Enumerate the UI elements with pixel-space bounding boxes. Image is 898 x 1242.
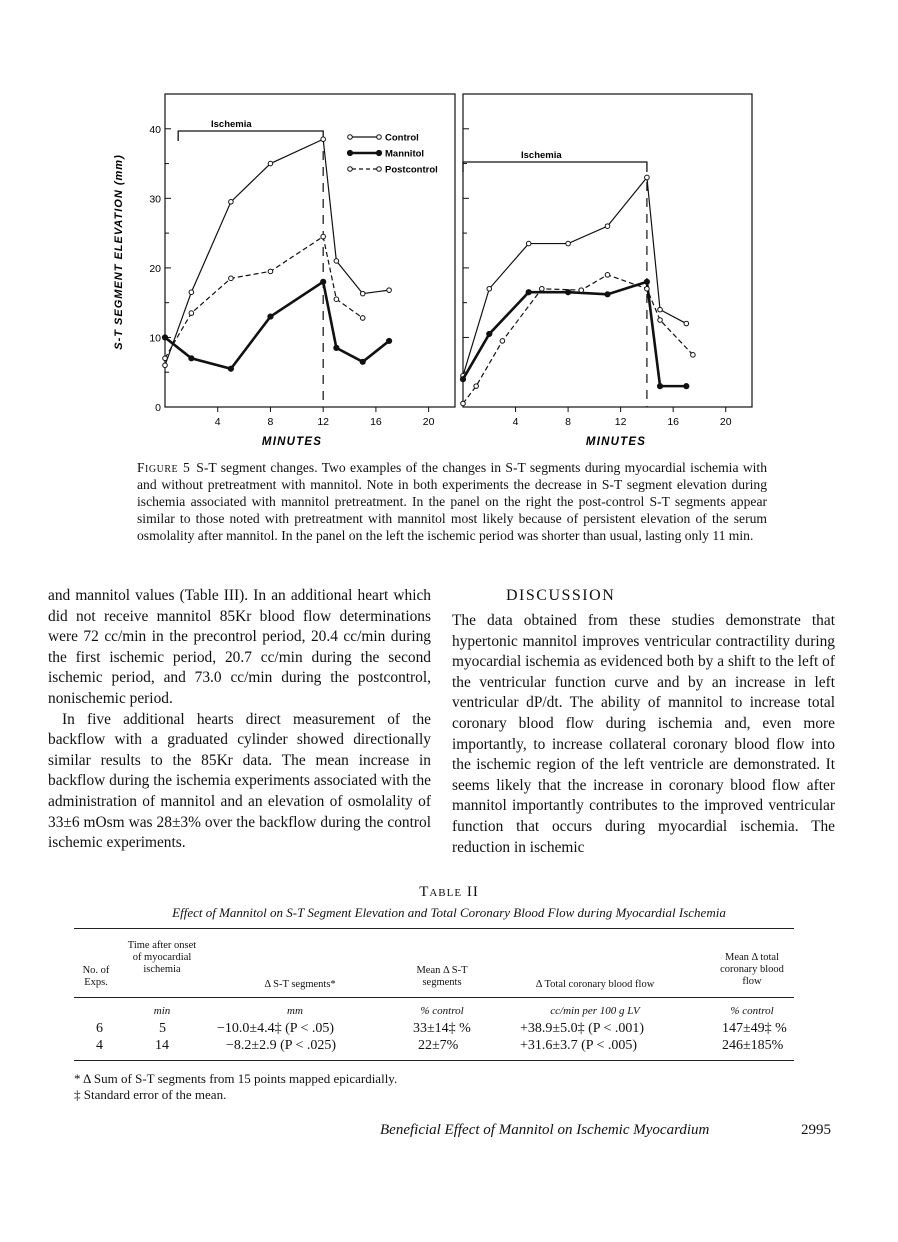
data-point-control: [229, 200, 234, 205]
left-panel: [149, 94, 455, 428]
data-point-mannitol: [565, 290, 570, 295]
right-panel: [460, 94, 752, 428]
table-header-rule: [74, 997, 794, 998]
data-point-postcontrol: [605, 273, 610, 278]
data-point-postcontrol: [189, 311, 194, 316]
data-point-control: [360, 291, 365, 296]
data-point-postcontrol: [461, 401, 466, 406]
right-panel-frame: [463, 94, 752, 407]
data-point-mannitol: [334, 345, 339, 350]
legend-label-mannitol: Mannitol: [385, 148, 425, 160]
x-tick-label: 12: [317, 416, 330, 428]
unit-mean-st: % control: [420, 1005, 464, 1017]
y-axis-label: S-T SEGMENT ELEVATION (mm): [113, 154, 125, 350]
footnote-2: ‡ Standard error of the mean.: [74, 1087, 227, 1102]
data-point-control: [605, 224, 610, 229]
data-point-postcontrol: [321, 234, 326, 239]
x-tick-label: 16: [370, 416, 382, 428]
y-tick-label: 0: [155, 402, 161, 414]
x-tick-label: 20: [422, 416, 435, 428]
data-point-postcontrol: [645, 286, 650, 291]
data-point-control: [163, 363, 168, 368]
ischemia-bracket: [178, 131, 323, 141]
data-point-control: [658, 307, 663, 312]
data-point-postcontrol: [658, 318, 663, 323]
x-tick-label: 8: [267, 416, 274, 428]
series-line-control: [463, 177, 686, 375]
data-point-postcontrol: [229, 276, 234, 281]
cell-flow: +38.9±5.0‡ (P < .001): [520, 1021, 645, 1036]
x-tick-label: 12: [614, 416, 627, 428]
header-time: Time after onset of myocardial ischemia: [127, 940, 197, 975]
data-point-mannitol: [268, 314, 273, 319]
x-axis-label-right: MINUTES: [585, 436, 647, 448]
cell-mean-flow: 147±49‡ %: [722, 1021, 787, 1036]
x-tick-label: 4: [214, 416, 221, 428]
cell-time: 5: [159, 1021, 166, 1036]
unit-flow: cc/min per 100 g LV: [550, 1005, 640, 1017]
data-point-control: [566, 241, 571, 246]
data-point-postcontrol: [691, 353, 696, 358]
header-st-segments: Δ S-T segments*: [264, 979, 336, 990]
data-point-control: [189, 290, 194, 295]
header-no-exps: No. of Exps.: [82, 965, 110, 988]
unit-mean-flow: % control: [730, 1005, 774, 1017]
data-point-postcontrol: [500, 339, 505, 344]
header-mean-st: Mean Δ S-T segments: [416, 965, 468, 988]
cell-mean-st: 22±7%: [418, 1038, 459, 1053]
cell-st: −8.2±2.9 (P < .025): [226, 1038, 337, 1053]
x-axis-label-left: MINUTES: [261, 436, 323, 448]
left-paragraph-2: In five additional hearts direct measurement of the backflow with a graduated cylinder showed directionally similar results to the 85Kr data. The mean increase in backflow during the ischemia experiments associated with the administration of mannitol and an elevation of osmolality of 33±6 mOsm was 28±3% over the backflow during the control ischemic experiments.: [48, 710, 431, 852]
y-tick-label: 40: [149, 123, 161, 136]
legend-marker: [377, 135, 382, 140]
ischemia-bracket: [463, 162, 647, 172]
header-mean-flow: Mean Δ total coronary blood flow: [720, 952, 784, 987]
legend-marker: [376, 150, 381, 155]
data-point-postcontrol: [163, 356, 168, 361]
caption-label: Figure 5: [137, 460, 191, 475]
table-subtitle: Effect of Mannitol on S-T Segment Elevation and Total Coronary Blood Flow during Myocardial Ischemia: [172, 905, 726, 920]
discussion-heading: DISCUSSION: [506, 587, 616, 604]
legend-marker: [348, 135, 353, 140]
unit-time: min: [153, 1005, 171, 1017]
running-title: Beneficial Effect of Mannitol on Ischemic Myocardium: [380, 1122, 710, 1138]
page-number: 2995: [801, 1122, 831, 1138]
legend: [347, 133, 437, 176]
y-tick-label: 20: [149, 262, 161, 275]
data-point-mannitol: [644, 279, 649, 284]
data-point-control: [645, 175, 650, 180]
table-top-rule: [74, 928, 794, 929]
cell-exps: 6: [96, 1021, 103, 1036]
header-coronary-flow: Δ Total coronary blood flow: [535, 979, 655, 990]
discussion-paragraph: The data obtained from these studies demonstrate that hypertonic mannitol improves ventricular contractility during myocardial ischemia as evidenced both by a shift to the left of the ventricular function curve and by an increase in left ventricular dP/dt. The ability of mannitol to increase total coronary blood flow during ischemia and, even more importantly, to increase collateral coronary blood flow into the ischemic region of the left ventricle are demonstrated. It seems likely that the increase in coronary blood flow after mannitol importantly contributes to the improved ventricular function that occurs during myocardial ischemia. The reduction in ischemic: [452, 612, 835, 856]
x-tick-label: 8: [565, 416, 572, 428]
data-point-mannitol: [460, 377, 465, 382]
table-bottom-rule: [74, 1060, 794, 1061]
x-tick-label: 20: [719, 416, 732, 428]
data-point-postcontrol: [474, 384, 479, 389]
data-point-control: [334, 259, 339, 264]
data-point-mannitol: [526, 290, 531, 295]
figure-caption: [137, 459, 767, 544]
ischemia-label-left: Ischemia: [211, 119, 252, 130]
data-point-mannitol: [657, 384, 662, 389]
x-tick-label: 16: [667, 416, 680, 428]
cell-time: 14: [155, 1038, 169, 1053]
legend-label-postcontrol: Postcontrol: [385, 164, 438, 176]
left-column: [48, 586, 431, 854]
left-paragraph-1: and mannitol values (Table III). In an additional heart which did not receive mannitol 85Kr blood flow determinations were 72 cc/min in the precontrol period, 20.4 cc/min during the first ischemic period, 20.7 cc/min during the second ischemic period, and 73.0 cc/min during the postcontrol, nonischemic period.: [48, 587, 431, 707]
cell-exps: 4: [96, 1038, 103, 1053]
cell-mean-flow: 246±185%: [722, 1038, 784, 1053]
data-point-control: [321, 137, 326, 142]
legend-label-control: Control: [385, 132, 419, 144]
data-point-mannitol: [605, 292, 610, 297]
series-line-postcontrol: [165, 237, 363, 359]
data-point-mannitol: [162, 335, 167, 340]
legend-marker: [377, 167, 382, 172]
data-point-mannitol: [386, 338, 391, 343]
right-column: [452, 611, 835, 858]
data-point-control: [684, 321, 689, 326]
ischemia-label-right: Ischemia: [521, 150, 562, 161]
data-point-postcontrol: [579, 288, 584, 293]
data-point-mannitol: [360, 359, 365, 364]
series-line-mannitol: [165, 282, 389, 369]
data-point-mannitol: [487, 331, 492, 336]
series-line-mannitol: [463, 282, 686, 386]
unit-st: mm: [287, 1005, 303, 1017]
cell-flow: +31.6±3.7 (P < .005): [520, 1038, 638, 1053]
data-point-mannitol: [228, 366, 233, 371]
table-title: Table II: [419, 884, 479, 900]
cell-st: −10.0±4.4‡ (P < .05): [217, 1021, 335, 1036]
data-point-control: [387, 288, 392, 293]
footnote-1: * Δ Sum of S-T segments from 15 points mapped epicardially.: [74, 1071, 398, 1086]
legend-marker: [347, 150, 352, 155]
data-point-mannitol: [321, 279, 326, 284]
y-tick-label: 10: [149, 332, 161, 345]
data-point-postcontrol: [540, 286, 545, 291]
data-point-postcontrol: [360, 316, 365, 321]
data-point-control: [526, 241, 531, 246]
series-line-control: [165, 139, 389, 365]
data-point-control: [487, 286, 492, 291]
legend-marker: [348, 167, 353, 172]
caption-text: S-T segment changes. Two examples of the changes in S-T segments during myocardial ischemia with and without pretreatment with mannitol. Note in both experiments the decrease in S-T segment elevation during ischemia associated with mannitol pretreatment. In the panel on the right the post-control S-T segments appear similar to those noted with pretreatment with mannitol most likely because of persistent elevation of the serum osmolality after mannitol. In the panel on the left the ischemic period was shorter than usual, lasting only 11 min.: [137, 460, 767, 543]
y-tick-label: 30: [149, 193, 161, 206]
data-point-postcontrol: [268, 269, 273, 274]
data-point-postcontrol: [334, 297, 339, 302]
cell-mean-st: 33±14‡ %: [413, 1021, 471, 1036]
data-point-mannitol: [189, 356, 194, 361]
data-point-mannitol: [684, 384, 689, 389]
x-tick-label: 4: [512, 416, 519, 428]
figure-5: [0, 0, 898, 460]
data-point-control: [268, 161, 273, 166]
